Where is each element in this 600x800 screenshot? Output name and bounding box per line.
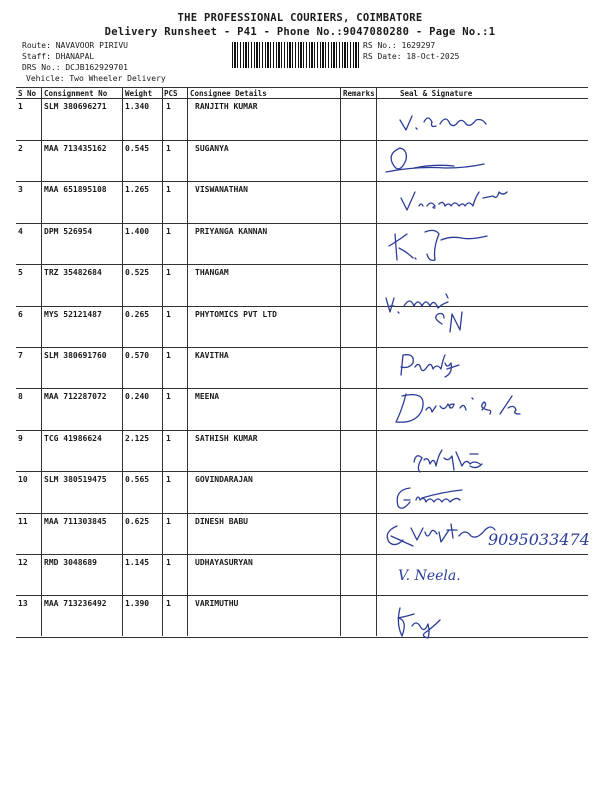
cell-sno: 5 <box>18 268 23 277</box>
signature-4 <box>385 224 495 273</box>
cell-consignee: GOVINDARAJAN <box>195 475 253 484</box>
cell-sno: 9 <box>18 434 23 443</box>
col-header-consignment: Consignment No <box>44 89 108 98</box>
cell-sno: 13 <box>18 599 28 608</box>
cell-weight: 0.265 <box>125 310 150 319</box>
col-header-signature: Seal & Signature <box>400 89 473 98</box>
cell-consignee: KAVITHA <box>195 351 229 360</box>
row-divider <box>16 347 588 348</box>
staff-label: Staff: DHANAPAL <box>22 52 95 61</box>
cell-pcs: 1 <box>166 310 171 319</box>
col-header-consignee: Consignee Details <box>190 89 267 98</box>
row-divider <box>16 264 588 265</box>
cell-consignment-no: SLM 380519475 <box>44 475 107 484</box>
cell-weight: 0.545 <box>125 144 150 153</box>
cell-consignment-no: TRZ 35482684 <box>44 268 102 277</box>
signature-6 <box>380 288 490 347</box>
signature-9 <box>408 442 493 481</box>
cell-sno: 12 <box>18 558 28 567</box>
cell-pcs: 1 <box>166 475 171 484</box>
cell-pcs: 1 <box>166 268 171 277</box>
cell-consignee: MEENA <box>195 392 220 401</box>
cell-weight: 0.240 <box>125 392 150 401</box>
signature-1 <box>396 106 506 140</box>
cell-consignee: VARIMUTHU <box>195 599 239 608</box>
row-divider <box>16 140 588 141</box>
cell-weight: 1.390 <box>125 599 150 608</box>
col-header-weight: Weight <box>125 89 153 98</box>
cell-consignment-no: MYS 52121487 <box>44 310 102 319</box>
cell-pcs: 1 <box>166 185 171 194</box>
cell-consignment-no: MAA 712287072 <box>44 392 107 401</box>
cell-weight: 2.125 <box>125 434 150 443</box>
signature-7 <box>395 349 475 383</box>
row-divider <box>16 471 588 472</box>
signature-2 <box>380 140 490 184</box>
row-divider <box>16 513 588 514</box>
cell-pcs: 1 <box>166 517 171 526</box>
row-divider <box>16 637 588 638</box>
signature-3 <box>395 180 525 224</box>
cell-pcs: 1 <box>166 392 171 401</box>
cell-consignment-no: MAA 713435162 <box>44 144 107 153</box>
signature-1-image <box>396 106 506 136</box>
cell-pcs: 1 <box>166 558 171 567</box>
cell-consignee: DINESH BABU <box>195 517 248 526</box>
drs-number: DRS No.: DCJB162929701 <box>22 63 128 72</box>
cell-consignment-no: TCG 41986624 <box>44 434 102 443</box>
cell-consignee: PHYTOMICS PVT LTD <box>195 310 277 319</box>
signature-8 <box>390 388 530 434</box>
cell-weight: 1.400 <box>125 227 150 236</box>
cell-pcs: 1 <box>166 144 171 153</box>
company-title: THE PROFESSIONAL COURIERS, COIMBATORE <box>177 12 423 24</box>
cell-consignee: THANGAM <box>195 268 229 277</box>
cell-weight: 0.565 <box>125 475 150 484</box>
cell-sno: 10 <box>18 475 28 484</box>
route-label: Route: NAVAVOOR PIRIVU <box>22 41 128 50</box>
vehicle-label: Vehicle: Two Wheeler Delivery <box>26 74 166 83</box>
cell-pcs: 1 <box>166 434 171 443</box>
cell-pcs: 1 <box>166 102 171 111</box>
cell-sno: 7 <box>18 351 23 360</box>
cell-sno: 3 <box>18 185 23 194</box>
rs-date: RS Date: 18-Oct-2025 <box>363 52 460 61</box>
runsheet-subtitle: Delivery Runsheet - P41 - Phone No.:9047080280 - Page No.:1 <box>104 26 496 38</box>
cell-pcs: 1 <box>166 599 171 608</box>
cell-consignee: RANJITH KUMAR <box>195 102 258 111</box>
cell-weight: 1.145 <box>125 558 150 567</box>
cell-weight: 1.340 <box>125 102 150 111</box>
cell-weight: 0.525 <box>125 268 150 277</box>
signature-11-phone: 9095033474 <box>488 530 590 549</box>
cell-consignment-no: MAA 713236492 <box>44 599 107 608</box>
cell-consignment-no: RMD 3048689 <box>44 558 97 567</box>
col-header-pcs: PCS <box>164 89 178 98</box>
cell-sno: 11 <box>18 517 28 526</box>
col-header-sno: S No <box>18 89 37 98</box>
cell-sno: 1 <box>18 102 23 111</box>
row-divider <box>16 595 588 596</box>
cell-consignee: PRIYANGA KANNAN <box>195 227 268 236</box>
cell-weight: 0.625 <box>125 517 150 526</box>
barcode <box>232 42 360 68</box>
cell-pcs: 1 <box>166 227 171 236</box>
cell-sno: 4 <box>18 227 23 236</box>
row-divider <box>16 306 588 307</box>
cell-consignment-no: SLM 380691760 <box>44 351 107 360</box>
cell-weight: 1.265 <box>125 185 150 194</box>
cell-consignment-no: DPM 526954 <box>44 227 93 236</box>
col-header-remarks: Remarks <box>343 89 375 98</box>
cell-pcs: 1 <box>166 351 171 360</box>
cell-consignment-no: SLM 380696271 <box>44 102 107 111</box>
cell-sno: 2 <box>18 144 23 153</box>
cell-consignee: VISWANATHAN <box>195 185 248 194</box>
cell-consignee: SATHISH KUMAR <box>195 434 258 443</box>
cell-consignee: UDHAYASURYAN <box>195 558 253 567</box>
cell-consignment-no: MAA 651895108 <box>44 185 107 194</box>
cell-consignee: SUGANYA <box>195 144 229 153</box>
signature-10 <box>390 480 490 519</box>
signature-13 <box>390 600 480 644</box>
rs-number: RS No.: 1629297 <box>363 41 436 50</box>
cell-weight: 0.570 <box>125 351 150 360</box>
cell-sno: 8 <box>18 392 23 401</box>
cell-consignment-no: MAA 711303845 <box>44 517 107 526</box>
signature-12: V. Neela. <box>398 568 461 584</box>
cell-sno: 6 <box>18 310 23 319</box>
